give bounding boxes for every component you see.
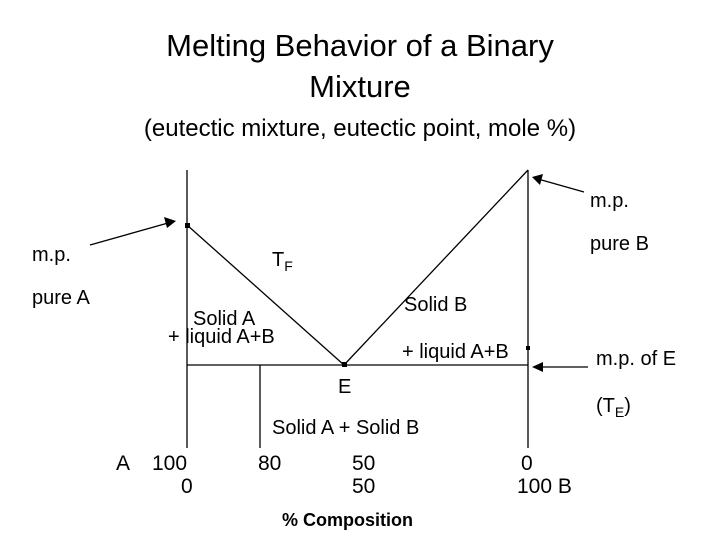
arrow-right-head: [532, 174, 543, 185]
label-solid-a: Solid A: [193, 308, 256, 330]
tick-100-bottom: 0: [181, 475, 193, 498]
label-mp-of-e: m.p. of E: [596, 348, 677, 370]
label-mp-left: m.p.: [32, 244, 71, 266]
x-axis-label: % Composition: [282, 510, 413, 530]
tick-50-top: 50: [352, 452, 376, 475]
page-title-line2: Mixture: [309, 69, 411, 104]
mp-a-point: [185, 223, 190, 228]
liquidus-b-line: [344, 170, 528, 365]
label-te: $(T_E)$: [596, 395, 631, 420]
label-solid-both: Solid A + Solid B: [272, 417, 420, 439]
tick-0-bottom: 100 B: [517, 475, 572, 498]
page-subtitle: (eutectic mixture, eutectic point, mole %): [143, 115, 577, 142]
mp-b-point: [526, 346, 530, 350]
tick-0-top: 0: [521, 452, 533, 475]
arrow-te-head: [532, 362, 543, 372]
tick-a-letter: A: [116, 452, 131, 475]
tick-50-bottom: 50: [352, 475, 376, 498]
label-tf: $T_F$: [272, 249, 293, 274]
label-liquid-left: + liquid A+B: [168, 326, 275, 348]
eutectic-point: [342, 362, 347, 367]
label-pure-a: pure A: [32, 287, 90, 309]
tick-100-top: 100: [152, 452, 188, 475]
arrow-right-line: [538, 179, 584, 192]
label-pure-b: pure B: [590, 233, 649, 255]
label-solid-b: Solid B: [404, 294, 468, 316]
label-e-point: E: [338, 376, 352, 398]
arrow-left-head: [164, 217, 176, 228]
tick-80: 80: [258, 452, 282, 475]
arrow-left-line: [90, 223, 168, 245]
label-liquid-right: + liquid A+B: [402, 341, 509, 363]
page-title-line1: Melting Behavior of a Binary: [166, 28, 554, 63]
label-mp-right: m.p.: [590, 190, 629, 212]
